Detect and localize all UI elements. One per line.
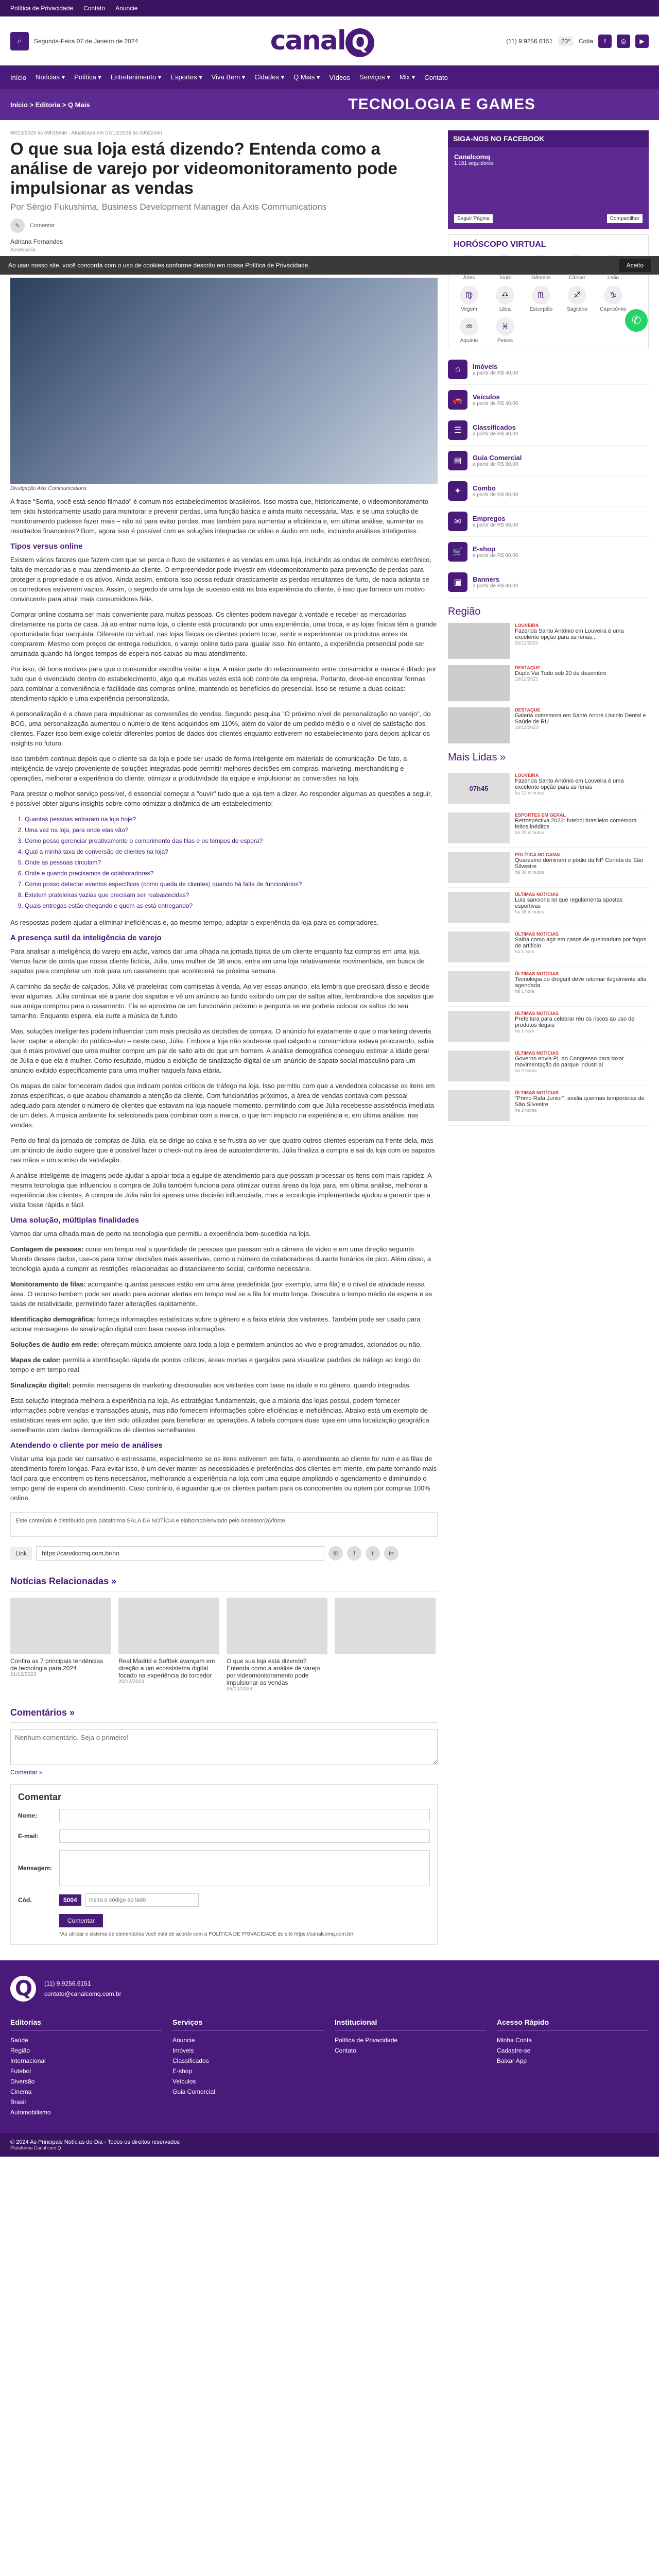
footer-phone[interactable]: (11) 9.9256.6151 [44,1980,91,1987]
most-read-time: há 20 minutos [515,830,544,835]
classified-icon[interactable]: ✦ [448,481,467,501]
classified-name[interactable]: Combo [473,484,496,492]
author-name: Adriana Fernandes [10,238,63,245]
region-title[interactable]: Fazenda Santo Antônio em Louveira é uma excelente opção para as férias... [515,628,624,640]
related-image[interactable] [227,1598,327,1654]
footer-link[interactable]: Região [10,2047,30,2054]
paragraph: Os mapas de calor forneceram dados que indicam pontos críticos de tráfego na loja. Isso permitiu com que a vendedora colocasse os itens em zonas específicas, o que acabou chamando a atenção da cliente. Com funcionários próximos, a área de vendas contava com pessoal adequado para atender o número de clientes que estavam na loja naquele momento, permitindo com que Júlia recebesse assistência imediata de um deles. A música ambiente foi selecionada para combinar com a marca, o que tem impacto na experiência e, em última análise, nas vendas. [10,1082,435,1129]
footer-link[interactable]: Cinema [10,2088,32,2095]
related-card[interactable] [10,1598,111,1692]
footer-column-title: Editorias [10,2017,162,2031]
paragraph: Para analisar a inteligência do varejo em ação, vamos dar uma olhada na jornada típica de um cliente enquanto faz compras em uma loja. Vamos fazer de conta que nossa cliente fictícia, Júlia, uma mulher de 38 anos, entra em uma loja relativamente movimentada, em busca de sapatos para completar um look para um casamento que acontecerá na próxima semana. [10,947,425,975]
link-bar [10,1546,438,1561]
article-image [10,278,438,484]
definition-paragraph: Monitoramento de filas: acompanhe quantas pessoas estão em uma área predefinida (por exemplo, uma fila) e o nível de atividade nessa área. O recurso também pode ser usado para acionar alertas em tempo real se a fila for muito longa. Descubra o tempo médio de espera e as taxas de rotatividade, permitindo fazer alterações rapidamente. [10,1280,432,1308]
classified-icon[interactable]: ✉ [448,512,467,531]
most-read-tag: ÚLTIMAS NOTÍCIAS [515,1090,559,1095]
footer-column-title: Serviços [172,2017,324,2031]
top-bar [0,0,659,16]
facebook-widget[interactable] [448,147,649,229]
footer-link[interactable]: Brasil [10,2098,26,2106]
classified-price: a partir de R$ 40,00 [473,401,518,406]
share-row [10,218,438,233]
article-heading: A presença sutil da inteligência de varejo [10,934,162,942]
region-image[interactable] [448,707,510,743]
paragraph: Visitar uma loja pode ser cansativo e estressante, especialmente se os itens estiverem em falta, o atendimento ao cliente for ruim e as filas de atendimento forem longas. Para evitar isso, é um dever manter as necessidades e preferências dos clientes em mente, em parte tornando mais fácil para que encontrem os itens necessários, melhorando a experiência na loja com uma equipe ampliando o agendamento e diminuindo o tempo geral de espera do atendimento. Caso contrário, é aguardar que os clientes partam para os concorrentes ou optem por compras 100% online. [10,1455,437,1502]
most-read-tag: ÚLTIMAS NOTÍCIAS [515,1011,559,1016]
nav-item[interactable]: Mix ▾ [399,73,415,81]
nav-item[interactable]: Q Mais ▾ [293,73,320,81]
zodiac-label: Peixes [497,338,513,344]
region-date: 29/12/2023 [515,640,539,646]
footer-link[interactable]: Imóveis [172,2047,194,2054]
message-label: Mensagem: [18,1865,53,1872]
footer-link[interactable]: Cadastre-se [497,2047,531,2054]
classified-price: a partir de R$ 80,00 [473,553,518,558]
paragraph: Existem vários fatores que fazem com que se perca o fluxo de visitantes e as vendas em uma loja, incluindo as ondas de comércio eletrônico, falta de mercadorias e mau atendimento ao cliente. O empreendedor pode investir em videomonitoramento para prevenção de perdas para proteger a propriedade e os ativos. Ainda assim, embora isso possa reduzir drasticamente as perdas resultantes de furto, de nada adianta se os corredores estiverem vazios. Assim, o segredo de uma loja de sucesso está na boa experiência do cliente, é isso que fornece um motivo convincente para atrair mais consumidores fiéis. [10,556,431,603]
facebook-share-icon[interactable]: f [347,1546,361,1561]
zodiac-icon[interactable]: ♎ [496,286,514,304]
footer-column [335,2017,487,2117]
zodiac-label: Sagitário [567,307,587,312]
classified-name[interactable]: Guia Comercial [473,454,522,462]
fb-page-name[interactable]: Canalcomq [454,153,491,161]
zodiac-sign[interactable] [562,286,593,312]
comment-link[interactable]: Comentar [30,223,55,229]
comments-section [10,1707,438,1945]
email-label: E-mail: [18,1833,39,1840]
classified-price: a partir de R$ 40,00 [473,370,518,376]
most-read-item[interactable] [448,927,649,967]
zodiac-icon[interactable]: ♒ [460,317,478,336]
zodiac-icon[interactable]: ♑ [604,286,622,304]
link-label: Link [10,1547,32,1560]
copyright: © 2024 As Principais Notícias do Dia - Todos os direitos reservados [10,2139,180,2145]
most-read-title[interactable]: "Primo Rafa Junior", avalia queimas temporárias de São Silvestre [515,1095,645,1108]
zodiac-label: Touro [498,275,512,281]
classified-price: a partir de R$ 80,00 [473,462,518,467]
whatsapp-share-icon[interactable]: ✆ [328,1546,343,1561]
paragraph: Isso também continua depois que o cliente sai da loja e pode ser usado de forma inteligente em materiais de comunicação. De fato, a inteligência de varejo proveniente de soluções integradas pode permitir melhores decisões em compras, marketing, merchandising e operações, melhorar a experiência do cliente, otimizar a produtividade da equipe e impulsionar as conversões na loja. [10,755,407,782]
paragraph: A frase "Sorria, você está sendo filmado" é comum nos estabelecimentos brasileiros. Isso mostra que, historicamente, o videomonitoramento tem sido historicamente usado para monitorar e prevenir perdas, uma função básica e ainda muito necessária. Mas, e se uma solução de monitoramento pudesse fazer mais – não só para evitar perdas, mas também para aumentar a eficiência e, em última análise, aumentar os resultados financeiros? Bom, agora isso é possível com as soluções integradas de vídeo e áudio em rede, incluindo análises inteligentes. [10,498,429,535]
footer-link[interactable]: Baixar App [497,2057,527,2064]
article-meta: 06/12/2023 às 09h10min - Atualizada em 07/12/2023 às 09h22min [10,130,162,136]
main-nav [0,65,659,89]
most-read-title[interactable]: Lula sanciona lei que regulamenta apostas esportivas [515,897,623,909]
most-read-title[interactable]: Governo envia PL ao Congresso para taxar movimentação do parque industrial [515,1056,624,1068]
most-read-item[interactable] [448,1086,649,1126]
footer-link[interactable]: Diversão [10,2078,35,2085]
classified-icon[interactable]: ▤ [448,451,467,470]
most-read-image[interactable] [448,931,510,962]
classified-item[interactable] [448,385,649,415]
nav-item[interactable]: Início [10,73,27,81]
region-item[interactable] [448,665,649,701]
related-card[interactable] [118,1598,219,1692]
footer-link[interactable]: Anuncie [172,2037,195,2044]
zodiac-sign[interactable] [454,317,484,344]
fb-share-button[interactable]: Compartilhar [607,214,643,223]
definition-paragraph: Identificação demográfica: forneça informações estatísticas sobre o gênero e a faixa etária dos visitantes. Também pode ser usado para acionar mensagens de sinalização digital com base nessas informações. [10,1315,421,1333]
related-news [10,1576,438,1692]
questions-list [25,814,438,911]
article-heading: Tipos versus online [10,542,83,551]
name-label: Nome: [18,1812,38,1819]
powered-by: Plataforma Canal com Q [10,2145,61,2150]
most-read-image[interactable] [448,1090,510,1121]
horoscope-widget [448,234,649,349]
question-item: 7. Como posso detectar eventos específicos (como queda de clientes) quando há falta de funcionários? [25,879,438,890]
zodiac-label: Escorpião [529,307,553,312]
nav-item[interactable]: Política ▾ [74,73,101,81]
footer-link[interactable]: Guia Comercial [172,2088,215,2095]
header [0,16,659,65]
classified-icon[interactable]: 🚗 [448,390,467,410]
zodiac-icon[interactable]: ♏ [532,286,550,304]
paragraph: Mas, soluções inteligentes podem influenciar com mais precisão as decisões de compra. O anúncio foi exatamente o que o marketing deveria fazer: captar a atenção do público-alvo – neste caso, Júlia. Embora a loja não soubesse qual calçado a consumidora estava procurando, sabia que é mais provável que uma mulher compre um par de salto alto do que um homem. A análise demográfica conseguiu estimar a idade geral de Júlia e que ela é mulher. Como resultado, mudou a exibição de sinalização digital de um anúncio de sapato social masculino para um anúncio exibido especificamente para uma mulher naquela faixa etária. [10,1027,434,1074]
disclaimer-box: Este conteúdo é distribuído pela plataforma SALA DA NOTÍCIA e elaborado/enviado pelo Assessor(a)/fonte. [10,1512,438,1537]
section-title: TECNOLOGIA E GAMES [348,96,535,113]
whatsapp-float-icon[interactable]: ✆ [625,309,648,332]
nav-item[interactable]: Esportes ▾ [170,73,202,81]
most-read-tag: ÚLTIMAS NOTÍCIAS [515,971,559,976]
related-card[interactable] [227,1598,327,1692]
image-caption: Divulgação Axis Communications [10,486,87,492]
comment-form [10,1784,438,1945]
footer-link[interactable]: Minha Conta [497,2037,532,2044]
most-read-time: há 2 horas [515,1068,537,1073]
message-input[interactable] [59,1850,430,1886]
code-label: Cód. [18,1896,32,1904]
classified-item[interactable] [448,506,649,537]
region-date: 18/12/2023 [515,676,539,682]
footer-email[interactable]: contato@canalcomq.com.br [44,1990,122,1997]
question-item: 3. Como posso gerenciar proativamente o comprimento das filas e os tempos de espera? [25,836,438,846]
footer-column [172,2017,324,2117]
topbar-contact-link[interactable]: Contato [83,5,106,12]
related-title[interactable]: Real Madrid e Softtek avançam em direção a um ecossistema digital focado na experiência do torcedor [118,1657,215,1679]
whatsapp-phone[interactable]: (11) 9.9256.6151 [506,37,553,45]
nav-item[interactable]: Notícias ▾ [36,73,65,81]
fb-followers: 1.181 seguidores [454,161,494,166]
definition-term: Soluções de áudio em rede: [10,1341,99,1348]
instagram-icon[interactable]: ◎ [617,35,630,48]
footer-link[interactable]: Política de Privacidade [335,2037,398,2044]
region-title[interactable]: Galeria comemora em Santo André Lincoln Dental e Saúde de RU [515,713,646,725]
form-note: *Ao utilizar o sistema de comentários você está de acordo com a POLÍTICA DE PRIVACIDADE do site https://canalcomq.com.br/. [59,1931,355,1937]
related-date: 06/12/2023 [227,1686,253,1692]
zodiac-sign[interactable] [490,286,521,312]
submit-comment-button[interactable]: Comentar [59,1914,103,1927]
most-read-time: há 2 horas [515,1108,537,1113]
most-read-title[interactable]: Fazenda Santo Antônio em Louveira é uma excelente opção para as férias [515,778,624,790]
paragraph: Perto do final da jornada de compras de Júlia, ela se dirige ao caixa e se frustra ao ver que quatro outros clientes esperam na frente dela, mas um anúncio de áudio sugere que é possível fazer o check-out na área de autoatendimento. Júlia finaliza a compra e sai da loja com os sapatos nas mãos e um sorriso de satisfação. [10,1137,435,1164]
region-image[interactable] [448,665,510,701]
most-read-image[interactable] [448,812,510,843]
region-title[interactable]: Dupla Vai Tudo sob 20 de dezembro [515,670,606,676]
most-read-time: há 1 hora [515,1028,535,1033]
classified-name[interactable]: E-shop [473,545,496,553]
nav-item[interactable]: Vídeos [329,73,350,81]
most-read-item[interactable] [448,848,649,888]
classified-price: a partir de R$ 80,00 [473,492,518,498]
comment-textarea[interactable] [10,1729,438,1765]
most-read-item[interactable] [448,808,649,848]
classified-price: a partir de R$ 40,00 [473,431,518,437]
weather-city: Cotia [578,37,593,45]
classified-item[interactable] [448,446,649,476]
nav-item[interactable]: Contato [424,73,448,81]
zodiac-sign[interactable] [454,286,484,312]
question-item: 4. Qual a minha taxa de conversão de clientes na loja? [25,846,438,857]
article-heading: Uma solução, múltiplas finalidades [10,1216,140,1225]
most-read-tag: ESPORTES EM GERAL [515,812,566,818]
code-input[interactable] [85,1893,199,1907]
zodiac-sign[interactable] [598,286,629,312]
horoscope-title: HORÓSCOPO VIRTUAL [454,240,546,249]
most-read-time: há 30 minutos [515,870,544,875]
author-role: Assessoria [10,247,36,253]
search-icon[interactable]: ⌕ [10,32,29,50]
nav-item[interactable]: Serviços ▾ [359,73,390,81]
classified-name[interactable]: Empregos [473,515,506,522]
definition-paragraph: Mapas de calor: permita a identificação rápida de pontos críticos, áreas mortas e gargalos para visualizar padrões de tráfego ao longo do tempo e em tempo real. [10,1356,421,1374]
question-item: 6. Onde e quando precisamos de colaboradores? [25,868,438,879]
email-input[interactable] [59,1829,430,1843]
most-read-image[interactable]: 07h45 [448,773,510,804]
sidebar [448,130,649,1945]
form-title: Comentar [18,1792,62,1802]
zodiac-sign[interactable] [490,317,521,344]
definition-term: Monitoramento de filas: [10,1280,86,1288]
zodiac-label: Capricórnio [600,307,627,312]
nav-item[interactable]: Entretenimento ▾ [110,73,162,81]
nav-item[interactable]: Viva Bem ▾ [211,73,246,81]
weather-temp: 23° [558,37,574,46]
footer-link[interactable]: Veículos [172,2078,196,2085]
question-item: 8. Existem prateleiras vazias que precisam ser reabastecidas? [25,890,438,901]
question-item: 5. Onde as pessoas circulam? [25,857,438,868]
most-read-item[interactable] [448,1046,649,1086]
most-read-image[interactable] [448,852,510,883]
question-item: 1. Quantas pessoas entraram na loja hoje? [25,814,438,825]
twitter-share-icon[interactable]: t [366,1546,380,1561]
cookie-accept-button[interactable]: Aceito [619,259,651,272]
most-read-item[interactable] [448,1007,649,1046]
classified-item[interactable] [448,537,649,567]
most-read-item[interactable] [448,967,649,1007]
most-read-title[interactable]: Tecnologia do drogaril deve retomar ilegalmente alta agendada [515,976,647,989]
zodiac-label: Aquário [460,338,478,344]
classified-item[interactable] [448,567,649,598]
classified-icon[interactable]: ⌂ [448,360,467,379]
question-item: 2. Uma vez na loja, para onde elas vão? [25,825,438,836]
related-image[interactable] [10,1598,111,1654]
youtube-icon[interactable]: ▶ [635,35,649,48]
paragraph: As respostas podem ajudar a eliminar ineficiências e, ao mesmo tempo, adaptar a experiência da loja para os compradores. [10,919,379,926]
region-tag: LOUVEIRA [515,623,539,628]
header-date: Segunda-Feira 07 de Janeiro de 2024 [34,37,138,45]
article-body [10,497,438,1503]
most-read-tag: ÚLTIMAS NOTÍCIAS [515,1050,559,1056]
zodiac-label: Libra [499,307,511,312]
most-read-time: há 1 hora [515,989,535,994]
classified-name[interactable]: Imóveis [473,363,498,370]
name-input[interactable] [59,1809,430,1822]
nav-item[interactable]: Cidades ▾ [254,73,285,81]
most-read-tag: POLÍTICA NO CANAL [515,852,562,857]
paragraph: A caminho da seção de calçados, Júlia vê prateleiras com camisetas à venda. Ao ver essas anúncio, ela lembra que precisará disso e decide levar algumas. Júlia continua até a parte dos sapatos e vê um anúncio ao fundo exibindo um par de saltos altos, lembrando-a dos sapatos que sua amiga comprou para o casamento. Ela se aproxima de um funcionário próximo e pergunta se ele poderia colocar os saltos do seu tamanho. Enquanto espera, ela curte a música de fundo. [10,982,434,1020]
most-read-title[interactable]: Saiba como agir em casos de queimadura por fogos de artifício [515,937,646,949]
zodiac-label: Virgem [461,307,477,312]
definition-term: Identificação demográfica: [10,1315,95,1323]
paragraph: Comprar online costuma ser mais conveniente para muitas pessoas. Os clientes podem navegar à vontade e receber as mercadorias diretamente na porta de casa. Já ao entrar numa loja, o cliente está procurando por uma experiência, uma troca, e as lojas físicas têm a grande oportunidade ficar narquista. Diferente do virtual, nas lojas físicas os clientes podem tocar, sentir e experimentar os produtos antes de comprarem. Mesmo com preços de entrega reduzidos, o varejo online tudo para igualar isso. No entanto, a experiência presencial pode ser arruinada quando há longos tempos de espera nos caixas ou mau atendimento. [10,611,437,657]
cookie-banner [0,256,659,275]
related-title[interactable]: O que sua loja está dizendo? Entenda como a análise de varejo por videomonitoramento pode impulsionar as vendas [227,1657,320,1686]
most-read-title[interactable]: Prefeitura para celebrar réu os riscos ao uso de produtos ilegais [515,1016,635,1028]
footer-link[interactable]: Futebol [10,2067,31,2075]
zodiac-sign[interactable] [526,286,557,312]
most-read-title[interactable]: Retrospectiva 2023: futebol brasileiro comemora feitos inéditos [515,818,637,830]
related-title: Notícias Relacionadas » [10,1576,438,1591]
footer-logo[interactable]: Q [10,1976,36,2002]
definition-paragraph: Soluções de áudio em rede: ofereçam música ambiente para toda a loja e permitem anúncios ao vivo e programados, acionados ou não. [10,1341,422,1348]
most-read-title: Mais Lidas » [448,752,506,763]
facebook-box-title: SIGA-NOS NO FACEBOOK [448,130,649,147]
footer [0,1960,659,2157]
classified-item[interactable] [448,354,649,385]
zodiac-label: Câncer [568,275,586,281]
most-read-tag: ÚLTIMAS NOTÍCIAS [515,931,559,937]
footer-link[interactable]: Internacional [10,2057,46,2064]
most-read-tag: LOUVEIRA [515,773,539,778]
zodiac-icon[interactable]: ♐ [568,286,586,304]
classified-icon[interactable]: ☰ [448,420,467,440]
most-read-item[interactable] [448,888,649,927]
classified-name[interactable]: Banners [473,575,500,583]
footer-link[interactable]: E-shop [172,2067,193,2075]
most-read-image[interactable] [448,971,510,1002]
footer-column [10,2017,162,2117]
definition-paragraph: Contagem de pessoas: conte em tempo real a quantidade de pessoas que passam sob a câmera de vídeo e em uma direção seguinte. Munido desses dados, use-os para tomar decisões mais assertivas, como o número de colaboradores durante horários de pico. Além disso, a tecnologia ajuda a cumprir as restrições relacionadas ao distanciamento social, conforme necessário. [10,1245,431,1273]
linkedin-share-icon[interactable]: in [384,1546,398,1561]
region-tag: DESTAQUE [515,707,541,713]
topbar-privacy-link[interactable]: Política de Privacidade [10,5,74,12]
breadcrumb[interactable]: Início > Editoria > Q Mais [10,100,90,109]
facebook-icon[interactable]: f [598,35,612,48]
definition-term: Mapas de calor: [10,1356,61,1364]
article-title: O que sua loja está dizendo? Entenda como a análise de varejo por videomonitoramento pode impulsionar as vendas [10,139,397,197]
paragraph: Vamos dar uma olhada mais de perto na tecnologia que permitiu a experiência bem-sucedida na loja. [10,1230,311,1238]
captcha-code: 5004 [59,1894,81,1906]
classified-item[interactable] [448,476,649,506]
paragraph: Por isso, dê bons motivos para que o consumidor escolha visitar a loja. A maior parte do relacionamento entre consumidor e marca é ditado por tudo que é vivenciado dentro do estabelecimento, algo que muitas vezes está sob controle da empresa. Portanto, deve-se encontrar formas para combinar a conveniência e facilidade das compras online, mantendo os benefícios do presencial. Isso se resume a duas coisas: atendimento rápido e uma experiência personalizada. [10,665,437,702]
zodiac-icon[interactable]: ♍ [460,286,478,304]
topbar-advertise-link[interactable]: Anuncie [115,5,138,12]
zodiac-label: Gêmeos [531,275,551,281]
most-read-time: há 1 hora [515,949,535,954]
most-read-title[interactable]: Quaresmo dominam o pódio da NP Corrida de São Silvestre [515,857,644,870]
classified-price: a partir de R$ 80,00 [473,583,518,589]
region-title: Região [448,606,481,617]
most-read-image[interactable] [448,1011,510,1042]
classified-icon[interactable]: ▣ [448,572,467,592]
classified-name[interactable]: Veículos [473,393,500,401]
site-logo[interactable]: canal Q [270,25,374,57]
footer-link[interactable]: Automobilismo [10,2109,51,2116]
paragraph: A personalização é a chave para impulsionar as conversões de vendas. Segundo pesquisa "O próximo nível de personalização no varejo", do BCG, uma personalização aumentou o número de itens adquiridos em 110%, além do valor de um pedido médio e o nível de satisfação dos clientes. Fazer isso bem exige coletar diferentes pontos de dados dos clientes enquanto estiverem no estabelecimento para depois aplicar os insights no futuro. [10,710,431,747]
paragraph: A análise inteligente de imagens pode ajudar a apoiar toda a equipe de atendimento para que possam processar os itens com mais rapidez. A mesma tecnologia que influenciou a compra de Júlia também funciona para otimizar outras áreas da loja para, em última análise, melhorar a experiência dos clientes. A compra de Júlia não foi apenas uma decisão influenciada, mas a tecnologia implementada ajudou a garantir que a visita fosse rápida e fácil. [10,1172,432,1209]
classified-icon[interactable]: 🛒 [448,542,467,562]
region-item[interactable] [448,623,649,659]
related-date: 21/12/2023 [10,1672,37,1677]
classified-price: a partir de R$ 40,00 [473,522,518,528]
zodiac-icon[interactable]: ♓ [496,317,514,336]
footer-column-title: Acesso Rápido [497,2017,649,2031]
question-item: 9. Quais entregas estão chegando e quem as está entregando? [25,901,438,911]
related-card[interactable] [335,1598,436,1692]
paragraph: Para prestar o melhor serviço possível, é essencial começar a "ouvir" tudo que a loja tem a dizer. Ao responder algumas as questões a seguir, é possível obter alguns insights sobre como otimizar a dinâmica de um estabelecimento: [10,790,432,807]
classified-name[interactable]: Classificados [473,423,516,431]
region-tag: DESTAQUE [515,665,541,670]
definition-term: Sinalização digital: [10,1381,71,1389]
link-url-field[interactable]: https://canalcomq.com.br/no [36,1546,324,1561]
zodiac-label: Áries [463,275,475,281]
region-date: 18/12/2023 [515,725,539,730]
comment-button[interactable]: Comentar » [10,1769,43,1776]
fb-follow-button[interactable]: Seguir Página [454,214,493,223]
article-subtitle: Por Sérgio Fukushima, Business Development Manager da Axis Communications [10,202,327,212]
comment-icon[interactable]: ✎ [10,218,25,233]
region-item[interactable] [448,707,649,743]
related-title[interactable]: Confira as 7 principais tendências de tecnologia para 2024 [10,1657,103,1672]
classified-item[interactable] [448,415,649,446]
related-date: 20/12/2023 [118,1679,145,1685]
related-image[interactable] [335,1598,436,1654]
footer-column-title: Institucional [335,2017,487,2031]
most-read-time: há 38 minutos [515,909,544,914]
section-bar [0,89,659,120]
most-read-image[interactable] [448,892,510,923]
related-image[interactable] [118,1598,219,1654]
cookie-text: Ao usar nosso site, você concorda com o uso de cookies conforme descrito em nossa Política de Privacidade. [8,262,310,269]
footer-column [497,2017,649,2117]
paragraph: Esta solução integrada melhora a experiência na loja. As estratégias fundamentais, que a maioria das lojas possui, podem fornecer informações sobre vendas e transações atuais, mas não fornecem informações sobre eficiências e ineficiências. Abaixo está um exemplo de estatísticas reais em ação, que têm sido utilizadas para beneficiar as operações. A tabela compara duas lojas em uma localização geográfica semelhante com dados demográficos de clientes semelhantes. [10,1397,429,1434]
zodiac-label: Leão [607,275,619,281]
most-read-time: há 12 minutos [515,790,544,795]
footer-link[interactable]: Saúde [10,2037,28,2044]
article-heading: Atendendo o cliente por meio de análises [10,1441,163,1450]
comments-title: Comentários » [10,1707,438,1723]
footer-link[interactable]: Classificados [172,2057,209,2064]
definition-term: Contagem de pessoas: [10,1245,84,1253]
footer-link[interactable]: Contato [335,2047,357,2054]
definition-paragraph: Sinalização digital: permite mensagens de marketing direcionadas aos visitantes com base na idade e no gênero, quando integradas. [10,1381,411,1389]
most-read-item[interactable] [448,769,649,808]
region-image[interactable] [448,623,510,659]
most-read-image[interactable] [448,1050,510,1081]
most-read-tag: ÚLTIMAS NOTÍCIAS [515,892,559,897]
